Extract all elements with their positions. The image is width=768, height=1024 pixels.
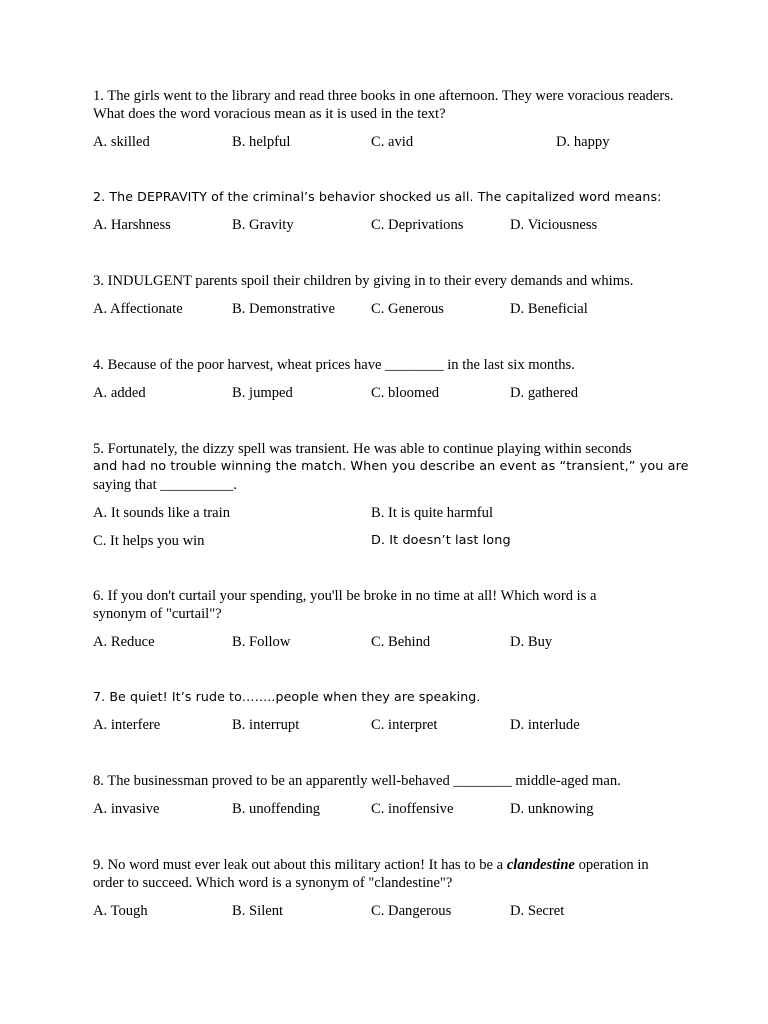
option-b: B. Demonstrative: [232, 301, 335, 317]
option-a: A. Reduce: [93, 634, 155, 650]
question-9-stem-emphasis: clandestine: [506, 857, 575, 873]
question-7-stem: 7. Be quiet! It’s rude to……..people when they are speaking.: [93, 689, 481, 704]
question-5-options-row-2: [93, 532, 683, 550]
option-a: A. Tough: [93, 903, 148, 919]
option-d: D. Buy: [510, 634, 553, 650]
question-3: [93, 272, 683, 318]
question-8: [93, 772, 683, 818]
question-7: [93, 688, 683, 734]
question-5-stem-line-1: 5. Fortunately, the dizzy spell was transient. He was able to continue playing within seconds: [93, 441, 632, 457]
question-8-stem: 8. The businessman proved to be an apparently well-behaved ________ middle-aged man.: [93, 773, 621, 789]
option-c: C. avid: [371, 134, 414, 150]
option-c: C. It helps you win: [93, 533, 205, 549]
option-d: D. Secret: [510, 903, 565, 919]
question-1-options: [93, 133, 683, 151]
option-b: B. unoffending: [232, 801, 321, 817]
question-9-stem-after: operation in order to succeed. Which word is a synonym of "clandestine"?: [93, 857, 649, 891]
question-6: [93, 587, 683, 651]
option-a: A. added: [93, 385, 146, 401]
option-a: A. invasive: [93, 801, 160, 817]
option-c: C. Behind: [371, 634, 431, 650]
option-d: D. interlude: [510, 717, 580, 733]
question-2-stem: 2. The DEPRAVITY of the criminal’s behavior shocked us all. The capitalized word means:: [93, 189, 662, 204]
question-2-options: [93, 216, 683, 234]
question-3-stem: 3. INDULGENT parents spoil their children by giving in to their every demands and whims.: [93, 273, 634, 289]
option-b: B. Silent: [232, 903, 284, 919]
question-5: [93, 440, 689, 550]
question-9: [93, 856, 683, 920]
question-1: [93, 87, 683, 151]
question-9-stem-before: 9. No word must ever leak out about this military action! It has to be a: [93, 857, 507, 873]
option-c: C. Generous: [371, 301, 444, 317]
option-c: C. Dangerous: [371, 903, 452, 919]
question-3-options: [93, 300, 683, 318]
question-5-stem-line-3: saying that __________.: [93, 477, 237, 493]
option-b: B. helpful: [232, 134, 291, 150]
question-4: [93, 356, 683, 402]
question-4-options: [93, 384, 683, 402]
option-b: B. It is quite harmful: [371, 505, 494, 521]
question-4-stem: 4. Because of the poor harvest, wheat prices have ________ in the last six months.: [93, 357, 575, 373]
question-5-stem-line-2: and had no trouble winning the match. When you describe an event as “transient,” you are: [93, 459, 689, 474]
option-d: D. Beneficial: [510, 301, 588, 317]
option-a: A. interfere: [93, 717, 161, 733]
option-b: B. Follow: [232, 634, 291, 650]
option-a: A. skilled: [93, 134, 150, 150]
question-6-stem: 6. If you don't curtail your spending, you'll be broke in no time at all! Which word is a synonym of "curtail"?: [93, 588, 597, 622]
option-b: B. Gravity: [232, 217, 294, 233]
question-9-options: [93, 902, 683, 920]
option-d: D. Viciousness: [510, 217, 598, 233]
question-1-stem: 1. The girls went to the library and read three books in one afternoon. They were voracious readers. What does the word voracious mean as it is used in the text?: [93, 88, 674, 122]
option-d: D. unknowing: [510, 801, 594, 817]
option-d: D. gathered: [510, 385, 579, 401]
option-c: C. interpret: [371, 717, 438, 733]
option-b: B. jumped: [232, 385, 293, 401]
question-6-options: [93, 633, 683, 651]
option-a: A. Harshness: [93, 217, 171, 233]
question-9-stem: [93, 856, 683, 892]
option-a: A. Affectionate: [93, 301, 183, 317]
question-7-options: [93, 716, 683, 734]
option-d: D. It doesn’t last long: [371, 533, 511, 548]
option-c: C. Deprivations: [371, 217, 464, 233]
option-d: D. happy: [556, 134, 610, 150]
question-5-options-row-1: [93, 504, 683, 522]
question-2: [93, 188, 683, 234]
option-c: C. bloomed: [371, 385, 440, 401]
option-c: C. inoffensive: [371, 801, 454, 817]
option-b: B. interrupt: [232, 717, 300, 733]
question-8-options: [93, 800, 683, 818]
option-a: A. It sounds like a train: [93, 505, 230, 521]
